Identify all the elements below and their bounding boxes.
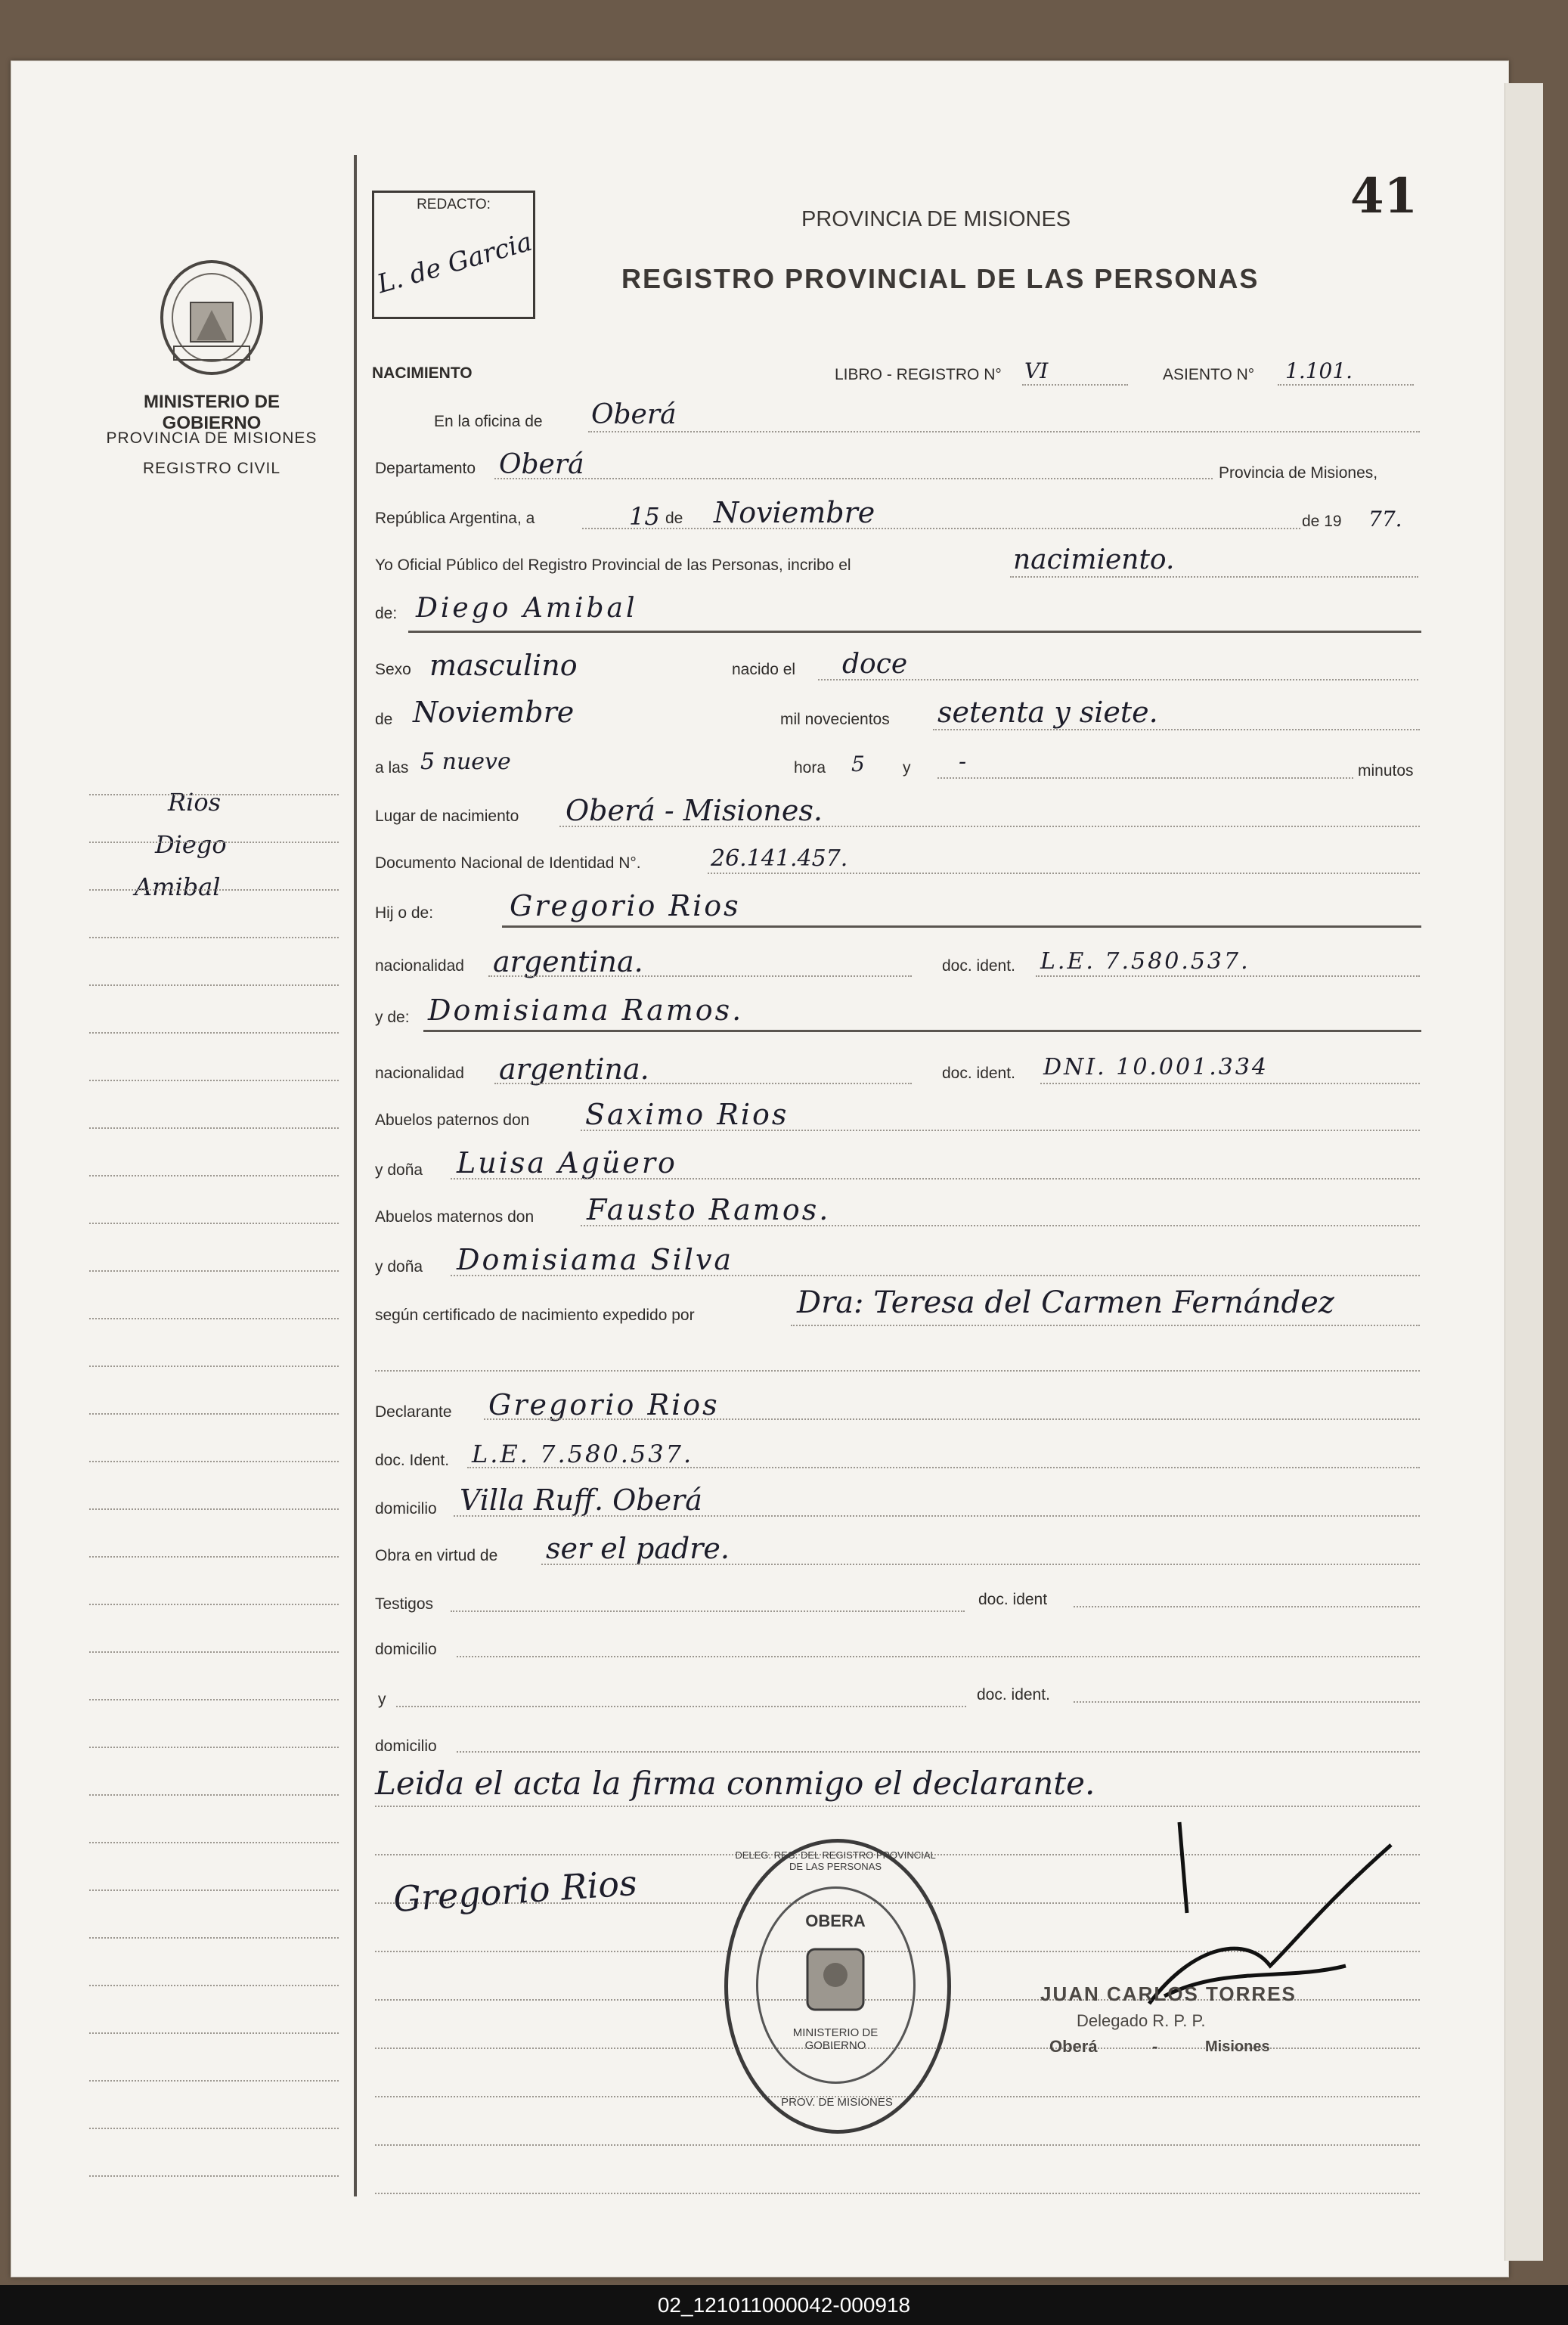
margin-rule-line — [89, 1937, 339, 1939]
de-year-label: de 19 — [1302, 513, 1342, 530]
image-identifier: 02_121011000042-000918 — [0, 2285, 1568, 2325]
dni-label: Documento Nacional de Identidad N°. — [375, 854, 641, 872]
margin-rule-line — [89, 1747, 339, 1748]
de-name-label: de: — [375, 605, 398, 622]
abuelos-paternos-label: Abuelos paternos don — [375, 1111, 530, 1129]
minutos-label: minutos — [1358, 762, 1414, 780]
margin-rule-line — [89, 1794, 339, 1796]
margin-rule-line — [89, 1080, 339, 1081]
ministry-registry: REGISTRO CIVIL — [142, 460, 281, 477]
margin-rule-line — [89, 1604, 339, 1605]
official-title: Delegado R. P. P. — [1077, 2011, 1206, 2030]
margin-rule-line — [89, 1985, 339, 1986]
doc-ident-label: doc. Ident. — [375, 1452, 450, 1469]
margin-rule-line — [89, 1413, 339, 1415]
registry-title: REGISTRO PROVINCIAL DE LAS PERSONAS — [621, 263, 1260, 294]
margin-rule-line — [89, 1223, 339, 1224]
margin-rule-line — [89, 1651, 339, 1653]
doc-ident-value: L.E. 7.580.537. — [472, 1440, 694, 1468]
margin-rule-line — [89, 1699, 339, 1700]
margin-rule-line — [89, 1556, 339, 1558]
ministry-province: PROVINCIA DE MISIONES — [106, 429, 318, 447]
seal-ministry: MINISTERIO DE GOBIERNO — [792, 2026, 879, 2052]
mes-value: Noviembre — [714, 496, 875, 529]
lugar-value: Oberá - Misiones. — [566, 794, 823, 827]
blank-rule-line — [375, 2144, 1420, 2146]
a-las-value: 5 nueve — [420, 749, 511, 775]
certificado-label: según certificado de nacimiento expedido por — [375, 1307, 695, 1324]
ministry-name: MINISTERIO DE GOBIERNO — [143, 392, 280, 433]
blank-rule-line — [375, 2193, 1420, 2194]
margin-rule-line — [89, 2175, 339, 2177]
margin-line — [354, 155, 357, 2196]
dona1-label: y doña — [375, 1161, 423, 1179]
doc1-value: L.E. 7.580.537. — [1040, 948, 1250, 975]
margin-rule-line — [89, 2128, 339, 2129]
nacionalidad2-value: argentina. — [499, 1052, 649, 1086]
oficina-label: En la oficina de — [434, 413, 543, 430]
record-type: NACIMIENTO — [372, 364, 473, 382]
sexo-value: masculino — [429, 649, 578, 682]
official-name: JUAN CARLOS TORRES — [1040, 1982, 1297, 2005]
seal-city: OBERA — [805, 1911, 866, 1930]
hijo-label: Hij o de: — [375, 904, 434, 922]
margin-rule-line — [89, 1461, 339, 1462]
year-value: 77. — [1368, 507, 1402, 532]
y2-label: y — [378, 1691, 386, 1708]
margin-rule-line — [89, 1270, 339, 1272]
margin-first-name: Diego — [155, 830, 227, 859]
margin-rule-line — [89, 984, 339, 986]
official-place: Oberá — [1049, 2037, 1098, 2056]
de2-label: de — [375, 711, 393, 728]
certificado-value: Dra: Teresa del Carmen Fernández — [797, 1285, 1334, 1320]
dni-value: 26.141.457. — [711, 845, 848, 872]
oficial-value: nacimiento. — [1013, 544, 1175, 575]
declarant-signature: Gregorio Rios — [392, 1862, 639, 1920]
margin-rule-line — [89, 842, 339, 843]
dona1-value: Luisa Agüero — [457, 1146, 677, 1180]
margin-rule-line — [89, 1127, 339, 1129]
margin-rule-line — [89, 889, 339, 891]
y-label: y — [903, 759, 911, 777]
doc1-label: doc. ident. — [942, 957, 1015, 975]
official-dash: - — [1152, 2037, 1158, 2056]
nacido-label: nacido el — [732, 661, 796, 678]
seal-bottom: PROV. DE MISIONES — [781, 2096, 893, 2109]
margin-rule-line — [89, 794, 339, 795]
doc-ident3-label: doc. ident. — [977, 1686, 1050, 1703]
margin-rule-line — [89, 1508, 339, 1510]
testigos-label: Testigos — [375, 1595, 434, 1613]
margin-rule-line — [89, 1889, 339, 1891]
asiento-label: ASIENTO N° — [1163, 366, 1255, 383]
declarante-label: Declarante — [375, 1403, 452, 1421]
obra-value: ser el padre. — [546, 1532, 730, 1565]
nacionalidad1-value: argentina. — [493, 945, 643, 978]
margin-rule-line — [89, 1366, 339, 1367]
provincia-suffix: Provincia de Misiones, — [1219, 464, 1378, 482]
page-edge — [1504, 83, 1543, 2261]
margin-rule-line — [89, 1175, 339, 1176]
asiento-value: 1.101. — [1285, 358, 1353, 383]
mil-label: mil novecientos — [780, 711, 890, 728]
de-name-value: Diego Amibal — [416, 593, 638, 624]
nacionalidad2-label: nacionalidad — [375, 1065, 464, 1082]
hora-label: hora — [794, 759, 826, 777]
declarante-value: Gregorio Rios — [488, 1388, 720, 1421]
abuelos-maternos-label: Abuelos maternos don — [375, 1208, 535, 1226]
closing-text: Leida el acta la firma conmigo el declarante. — [375, 1765, 1095, 1802]
sexo-label: Sexo — [375, 661, 411, 678]
republica-label: República Argentina, a — [375, 510, 535, 527]
margin-rule-line — [89, 2032, 339, 2034]
obra-label: Obra en virtud de — [375, 1547, 498, 1564]
domicilio-value: Villa Ruff. Oberá — [460, 1483, 702, 1517]
nacido-value: doce — [842, 649, 908, 680]
margin-rule-line — [89, 1842, 339, 1843]
domicilio3-label: domicilio — [375, 1738, 437, 1755]
dia-value: 15 — [629, 502, 660, 531]
libro-value: VI — [1024, 358, 1049, 383]
libro-label: LIBRO - REGISTRO N° — [835, 366, 1002, 383]
official-province: Misiones — [1205, 2038, 1270, 2055]
padre-value: Gregorio Rios — [510, 889, 741, 922]
redacto-signature: L. de Garcia — [373, 226, 536, 300]
a-las-label: a las — [375, 759, 409, 777]
dona2-value: Domisiama Silva — [457, 1243, 734, 1276]
doc-ident2-label: doc. ident — [978, 1591, 1048, 1608]
seal-outer-text: DELEG. REG. DEL REGISTRO PROVINCIAL DE LAS PERSONAS — [735, 1849, 936, 1872]
de-label: de — [665, 510, 683, 527]
lugar-label: Lugar de nacimiento — [375, 808, 519, 825]
oficial-label: Yo Oficial Público del Registro Provincial de las Personas, incribo el — [375, 556, 851, 574]
margin-rule-line — [89, 1318, 339, 1319]
margin-second-name: Amibal — [135, 873, 221, 901]
margin-rule-line — [89, 937, 339, 938]
coat-of-arms-icon — [151, 257, 272, 378]
margin-rule-line — [89, 2080, 339, 2082]
nacionalidad1-label: nacionalidad — [375, 957, 464, 975]
oficina-value: Oberá — [591, 399, 677, 430]
abuelos-maternos-value: Fausto Ramos. — [587, 1193, 831, 1226]
doc2-label: doc. ident. — [942, 1065, 1015, 1082]
doc2-value: DNI. 10.001.334 — [1043, 1054, 1269, 1080]
y-de-label: y de: — [375, 1009, 410, 1026]
abuelos-paternos-value: Saximo Rios — [585, 1098, 789, 1131]
dona2-label: y doña — [375, 1258, 423, 1276]
minutos-dash: - — [959, 749, 967, 775]
departamento-value: Oberá — [499, 449, 584, 480]
seal-emblem-icon — [801, 1943, 869, 2016]
madre-value: Domisiama Ramos. — [428, 994, 744, 1027]
province-heading: PROVINCIA DE MISIONES — [801, 207, 1071, 231]
mes2-value: Noviembre — [413, 696, 575, 729]
domicilio-label: domicilio — [375, 1500, 437, 1517]
redacto-label: REDACTO: — [417, 197, 491, 212]
page-number: 41 — [1350, 168, 1418, 225]
departamento-label: Departamento — [375, 460, 476, 477]
mil-value: setenta y siete. — [937, 696, 1158, 729]
domicilio2-label: domicilio — [375, 1641, 437, 1658]
official-signature-scribble — [1074, 1815, 1406, 2011]
margin-rule-line — [89, 1032, 339, 1034]
hora-value: 5 — [851, 752, 865, 777]
margin-surname: Rios — [168, 788, 222, 817]
